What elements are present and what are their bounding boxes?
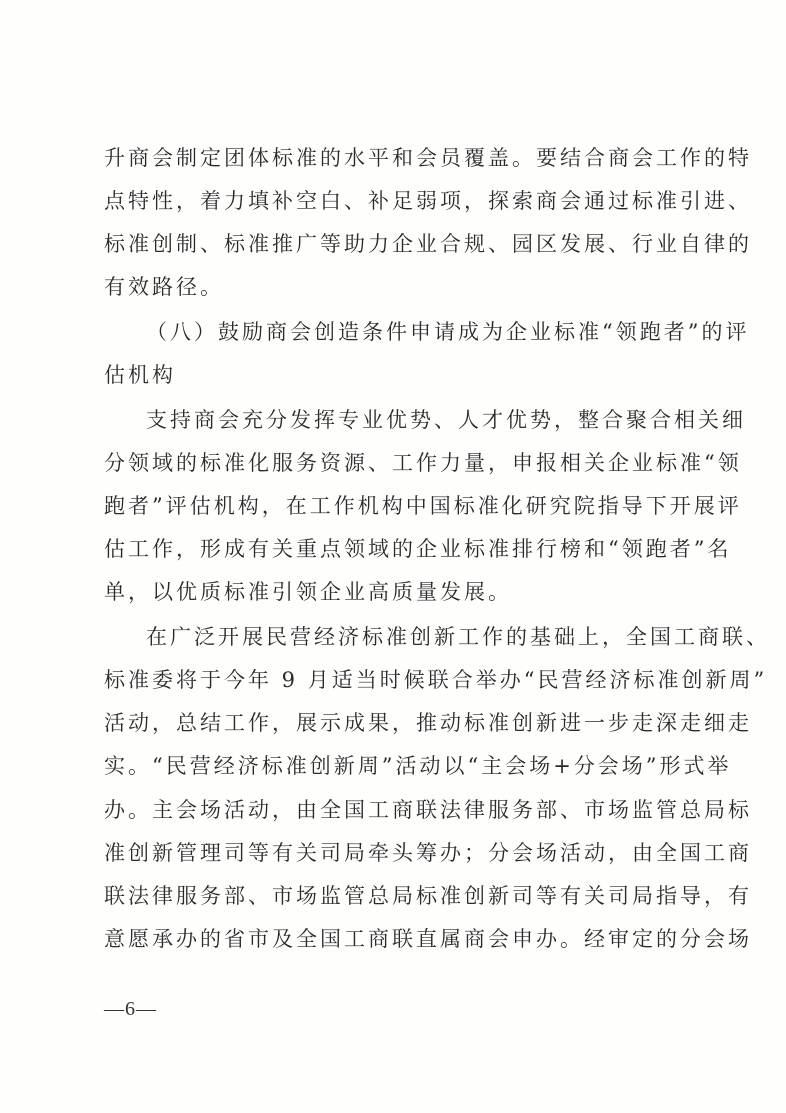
body-line: 活动，总结工作，展示成果，推动标准创新进一步走深走细走 — [104, 711, 752, 735]
page-number: —6— — [104, 998, 157, 1020]
body-line: 单，以优质标准引领企业高质量发展。 — [104, 580, 512, 604]
body-line: 有效路径。 — [104, 275, 224, 299]
body-line: 升商会制定团体标准的水平和会员覆盖。要结合商会工作的特 — [104, 146, 752, 170]
body-line: 点特性，着力填补空白、补足弱项，探索商会通过标准引进、 — [104, 189, 752, 213]
body-line: 意愿承办的省市及全国工商联直属商会申办。经审定的分会场 — [104, 927, 752, 951]
body-line: 联法律服务部、市场监管总局标准创新司等有关司局指导，有 — [104, 884, 752, 908]
body-line: 准创新管理司等有关司局牵头筹办；分会场活动，由全国工商 — [104, 841, 752, 865]
body-line: 分领域的标准化服务资源、工作力量，申报相关企业标准“领 — [104, 451, 742, 475]
body-line: 标准委将于今年 9 月适当时候联合举办“民营经济标准创新周” — [104, 668, 768, 692]
body-line: 实。“民营经济标准创新周”活动以“主会场+分会场”形式举 — [104, 754, 732, 778]
body-line: 估工作，形成有关重点领域的企业标准排行榜和“领跑者”名 — [104, 537, 732, 561]
body-line: 办。主会场活动，由全国工商联法律服务部、市场监管总局标 — [104, 798, 752, 822]
section-heading-line: （八）鼓励商会创造条件申请成为企业标准“领跑者”的评 — [146, 320, 750, 344]
body-line: 在广泛开展民营经济标准创新工作的基础上，全国工商联、 — [146, 625, 770, 649]
section-heading-line: 估机构 — [104, 363, 176, 387]
body-line: 跑者”评估机构，在工作机构中国标准化研究院指导下开展评 — [104, 494, 742, 518]
body-line: 标准创制、标准推广等助力企业合规、园区发展、行业自律的 — [104, 232, 752, 256]
body-line: 支持商会充分发挥专业优势、人才优势，整合聚合相关细 — [146, 408, 746, 432]
